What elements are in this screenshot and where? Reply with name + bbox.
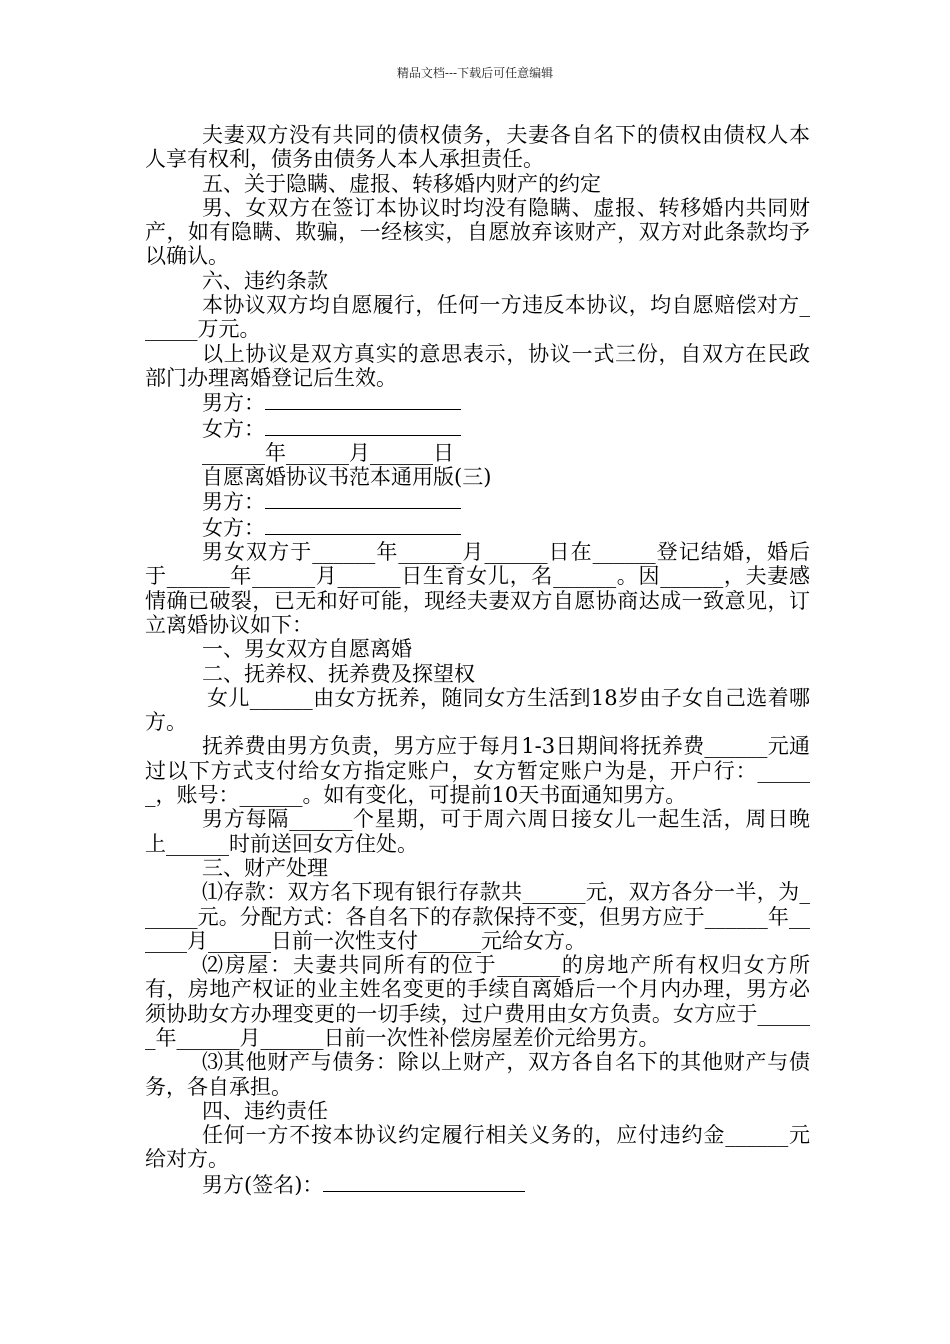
paragraph: ⑴存款：双方名下现有银行存款共______元，双方各分一半，为______元。分配方式：各自名下的存款保持不变，但男方应于______年______月______日前一次性支付______元给女方。 [145, 880, 810, 953]
party-male-label: 男方： [202, 490, 265, 515]
section-heading: 三、财产处理 [202, 855, 328, 880]
paragraph: 本协议双方均自愿履行，任何一方违反本协议，均自愿赔偿对方______万元。 [145, 293, 810, 342]
male-signature-blank [265, 390, 461, 410]
section-heading: 一、男女双方自愿离婚 [202, 637, 412, 662]
section-heading: 二、抚养权、抚养费及探望权 [202, 661, 475, 686]
female-signature-line [145, 416, 810, 441]
final-signature-line [145, 1172, 810, 1197]
document-body [145, 123, 810, 1197]
paragraph: 女儿______由女方抚养，随同女方生活到18岁由子女自己选着哪方。 [145, 685, 810, 735]
date-line: ______年______月______日 [202, 440, 454, 465]
male-signature-line [145, 390, 810, 415]
party-female-label: 女方： [202, 515, 265, 540]
final-signature-blank [323, 1172, 525, 1192]
paragraph: 任何一方不按本协议约定履行相关义务的，应付违约金______元给对方。 [145, 1123, 810, 1172]
paragraph: 男方每隔______个星期，可于周六周日接女儿一起生活，周日晚上______时前送回女方住处。 [145, 807, 810, 856]
paragraph: ⑵房屋：夫妻共同所有的位于______的房地产所有权归女方所有，房地产权证的业主姓名变更的手续自离婚后一个月内办理，男方必须协助女方办理变更的一切手续，过户费用由女方负责。女方应于______年______月______日前一次性补偿房屋差价元给男方。 [145, 953, 810, 1050]
paragraph: 男女双方于______年______月______日在______登记结婚，婚后于______年______月______日生育女儿，名______。因______，夫妻感情确已破裂，已无和好可能，现经夫妻双方自愿协商达成一致意见，订立离婚协议如下： [145, 540, 810, 637]
paragraph: 抚养费由男方负责，男方应于每月1-3日期间将抚养费______元通过以下方式支付给女方指定账户，女方暂定账户为是，开户行：______，账号：______。如有变化，可提前10天书面通知男方。 [145, 734, 810, 808]
party-female-line [145, 515, 810, 540]
party-male-blank [265, 489, 461, 509]
female-label: 女方： [202, 416, 265, 441]
section-heading: 五、关于隐瞒、虚报、转移婚内财产的约定 [202, 171, 601, 196]
paragraph: 夫妻双方没有共同的债权债务，夫妻各自名下的债权由债权人本人享有权利，债务由债务人本人承担责任。 [145, 123, 810, 172]
party-female-blank [265, 515, 461, 535]
paragraph: ⑶其他财产与债务：除以上财产，双方各自名下的其他财产与债务，各自承担。 [145, 1050, 810, 1099]
female-signature-blank [265, 416, 461, 436]
party-male-line [145, 489, 810, 514]
paragraph: 以上协议是双方真实的意思表示，协议一式三份，自双方在民政部门办理离婚登记后生效。 [145, 341, 810, 390]
section-title: 自愿离婚协议书范本通用版(三) [202, 465, 492, 490]
section-heading: 四、违约责任 [202, 1098, 328, 1123]
final-signature-label: 男方(签名)： [202, 1172, 324, 1197]
page-header: 精品文档---下载后可任意编辑 [396, 66, 554, 80]
male-label: 男方： [202, 391, 265, 416]
paragraph: 男、女双方在签订本协议时均没有隐瞒、虚报、转移婚内共同财产，如有隐瞒、欺骗，一经核实，自愿放弃该财产，双方对此条款均予以确认。 [145, 195, 810, 269]
section-heading: 六、违约条款 [202, 268, 328, 293]
